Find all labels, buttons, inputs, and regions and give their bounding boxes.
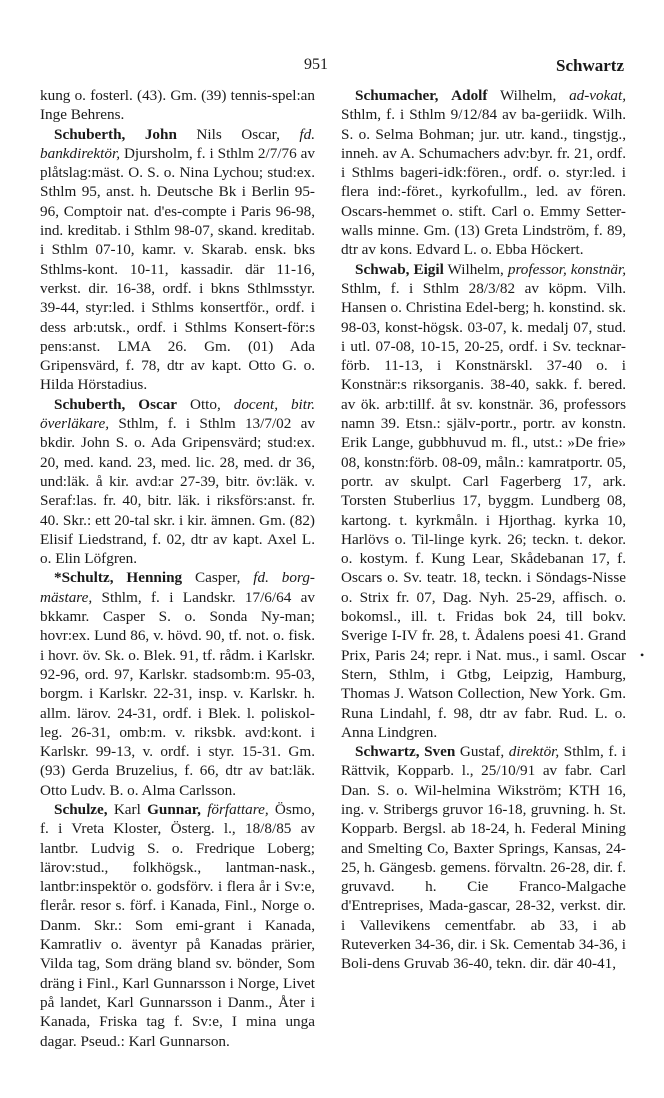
left-column [40,86,315,1051]
margin-marker: • [640,648,645,662]
entry-given-bold: Adolf [451,87,488,104]
entry-occupation: fd. bankdirektör, [40,125,315,162]
entry-given-pre [114,569,127,586]
entry-given-post: Otto, [177,395,234,413]
entry-given-bold: Sven [424,743,456,761]
entry-given-post: Gustaf, [455,743,509,761]
entry-given-pre [125,396,138,413]
entry-given-bold: Oscar [138,395,178,413]
entry-text: Sthlm, f. i Sthlm 28/3/82 av köpm. Vilh. Hansen o. Christina Edel-berg; h. konstind. sk. 98-03, konst-högsk. 03-07, k. medalj 07, stud. i utl. 07-08, 10-15, 20-25, ordf. i Sv. tecknar-förb. 11-13, i Konstnärskl. 37-40 o. i Konstnär:s riksorganis. 38-40, sakk. f. bered. av ök. arb:tillf. åt sv. konstnär. 36, professors namn 39. Etsn.: själv-portr., portr. av konstn. Erik Lange, gubbhuvud m. fl., utst.: »De frie» 08, konstn:förb. 08-09, måln.: kamratportr. 05, portr. av skulpt. Carl Fagerberg 17, ark. Torsten Stuberlius 17, byggm. Lundberg 08, kartong. t. kyrkmåln. i Hjorthag. kyrka 10, Harlövs o. Til-linge kyrk. 26; teckn. t. dekor. o. kostym. f. Kung Lear, Skådebanan 17, f. Oscars o. Sv. teatr. 18, teckn. i Söndags-Nisse o. Strix fr. 07, Dag. Nyh. 25-29, affisch. o. bokomsl., ill. t. Fridas bok 24, till bokv. Sverige I-IV fr. 28, t. Ådalens poesi 41. Grand Prix, Paris 24; repr. i Nat. mus., i saml. Oscar Stern, Sthlm, i Gtbg, Leipzig, Hamburg, Thomas J. Watson Collection, New York. Gm. Runa Lindahl, f. 98, dtr av fabr. Rud. L. o. Anna Lindgren. [341,279,626,741]
page-header [0,56,664,80]
entry-given-bold: John [144,125,177,143]
entry-surname: *Schultz, [54,569,114,587]
entry-surname: Schwab, [355,260,410,278]
entry-occupation: ad-vokat, [569,87,626,104]
entry-surname: Schwartz, [355,743,420,761]
entry-text: Sthlm, f. i Sthlm 9/12/84 av ba-geriidk. Wilh. S. o. Selma Bohman; jur. utr. kand., tingstjg., inneh. av A. Schumachers adv:byr. fr. 21, ordf. i Sthlms bageri-idk:fören., ordf. o. styr:led. i flera ind:-föret., kyrkofullm., led. av fören. Oscars-hemmet o. stift. Carl o. Emmy Setter-walls minne. Gm. (13) Greta Lindström, f. 89, dtr av kons. Edvard L. o. Ebba Höckert. [341,106,626,259]
entry-surname: Schuberth, [54,125,126,143]
entry-text: Ösmo, f. i Vreta Kloster, Österg. l., 18/8/85 av lantbr. Ludvig S. o. Fredrique Loberg; lärov:stud., folkhögsk., lantman-nask., lantbr:inspektör o. godsförv. i flera år i Sv:e, flerår. resor s. förf. i Kanada, Finl., Norge o. Danm. Skr.: Som emi-grant i Kanada, Kamratliv o. äventyr på Kanadas prärier, Vilda tag, Som dräng bland sv. bönder, Som dräng i Finl., Karl Gunnarsson i Norge, Livet på landet, Karl Gunnarsson i Danm., Åter i Kanada, Friska tag f. Sv:e, I mina unga dagar. Pseud.: Karl Gunnarson. [40,800,315,1050]
entry-occupation: professor, konstnär, [507,260,627,278]
entry-given-bold: Gunnar, [147,800,201,818]
entry-given-pre: Karl [107,800,148,818]
entry-given-pre [438,87,451,104]
entry-given-bold: Eigil [413,260,444,278]
entry-occupation: fd. borg-mästare, [40,569,315,606]
entry-surname: Schumacher, [355,87,439,104]
entry-schwab-eigil [341,260,626,742]
entry-given-post: Nils Oscar, [176,125,300,143]
page-number: 951 [304,56,328,73]
entry-given-bold: Henning [126,569,183,587]
entry-given-post: Wilhelm, [443,260,508,278]
right-column [341,86,626,974]
entry-surname: Schuberth, [54,395,126,413]
entry-schuberth-oscar [40,395,315,569]
entry-text: Sthlm, f. i Sthlm 13/7/02 av bkdir. John S. o. Ada Gripensvärd; stud:ex. 20, med. kand. 23, med. lic. 28, med. dr 36, und:läk. å kir. avd:ar 27-39, bitr. öv:läk. v. Seraf:las. fr. 40, bitr. läk. i riksförs:anst. fr. 40. Skr.: ett 20-tal skr. i kir. ämnen. Gm. (82) Elisif Liedstrand, f. 02, dtr av kapt. Axel L. o. Elin Löfgren. [40,415,315,568]
entry-schwartz-sven [341,742,626,974]
running-head: Schwartz [556,56,624,75]
entry-schuberth-john [40,125,315,395]
entry-text: kung o. fosterl. (43). Gm. (39) tennis-spel:an Inge Behrens. [40,87,315,124]
entry-given-post: Wilhelm, [487,87,570,104]
entry-text: Sthlm, f. i Rättvik, Kopparb. l., 25/10/91 av fabr. Carl Dan. S. o. Wil-helmina Wikström; KTH 16, ing. v. Stribergs gruvor 16-18, gruvning. h. St. Kopparb. Bergsl. ab 18-24, h. Federal Mining and Smelting Co, Baxter Springs, Kansas, 24-25, h. Gängesb. gemens. förvaltn. 26-28, dir. f. gruvavd. h. Cie Franco-Malgache d'Entreprises, Mada-gascar, 28-32, verkst. dir. i Vallevikens cementfabr. ab 33, i ab Ruteverken 34-36, dir. i Sk. Cementab 34-36, i Boli-dens Gruvab 36-40, tekn. dir. där 40-41, [341,743,626,973]
entry-surname: Schulze, [54,800,108,818]
entry-schultz-henning [40,568,315,800]
entry-occupation: docent, bitr. överläkare, [40,395,315,433]
entry-schumacher-adolf [341,86,626,260]
entry-schulze-gunnar [40,800,315,1051]
entry-text: Djursholm, f. i Sthlm 2/7/76 av plåtslag:mäst. O. S. o. Nina Lychou; stud:ex. Sthlm 95, anst. h. Deutsche Bk i Berlin 95-96, Comptoir nat. d'es-compte i Paris 96-98, ind. kreditab. i Sthlm 98-07, skand. kreditab. i Sthlm 07-10, kamr. v. Skarab. ensk. bks Sthlms-kont. 10-11, kassadir. där 11-16, verkst. dir. 16-38, ordf. i bkns Sthlmsstyr. 39-44, styr:led. i Sthlms konsertför., ordf. i dess arb:utsk., ordf. i Sthlms Konsert-för:s pens:anst. LMA 26. Gm. (01) Ada Gripensvärd, f. 78, dtr av kapt. Otto G. o. Hilda Hörstadius. [40,144,315,394]
entry-given-pre [125,126,145,143]
entry-text: Sthlm, f. i Landskr. 17/6/64 av bkkamr. Casper S. o. Sonda Ny-man; hovr:ex. Lund 86, v. hövd. 90, tf. not. o. fisk. i hovr. öv. Sk. o. Blek. 91, tf. rådm. i Karlskr. 92-96, ord. 97, Karlskr. stadsomb:m. 95-03, borgm. i Karlskr. 22-31, insp. v. Karlskr. h. allm. lärov. 24-31, ordf. i Blek. l. poliskol-leg. 26-31, omb:m. v. riksbk. avd:kont. i Karlskr. 99-13, v. ordf. i styr. 15-31. Gm. (93) Gerda Bruzelius, f. 66, dtr av bat:läk. Otto Ludv. B. o. Alma Carlsson. [40,588,315,799]
entry-given-post: Casper, [182,569,254,587]
entry-occupation: författare, [207,800,269,818]
entry-occupation: direktör, [508,743,560,761]
entry-continuation [40,86,315,125]
